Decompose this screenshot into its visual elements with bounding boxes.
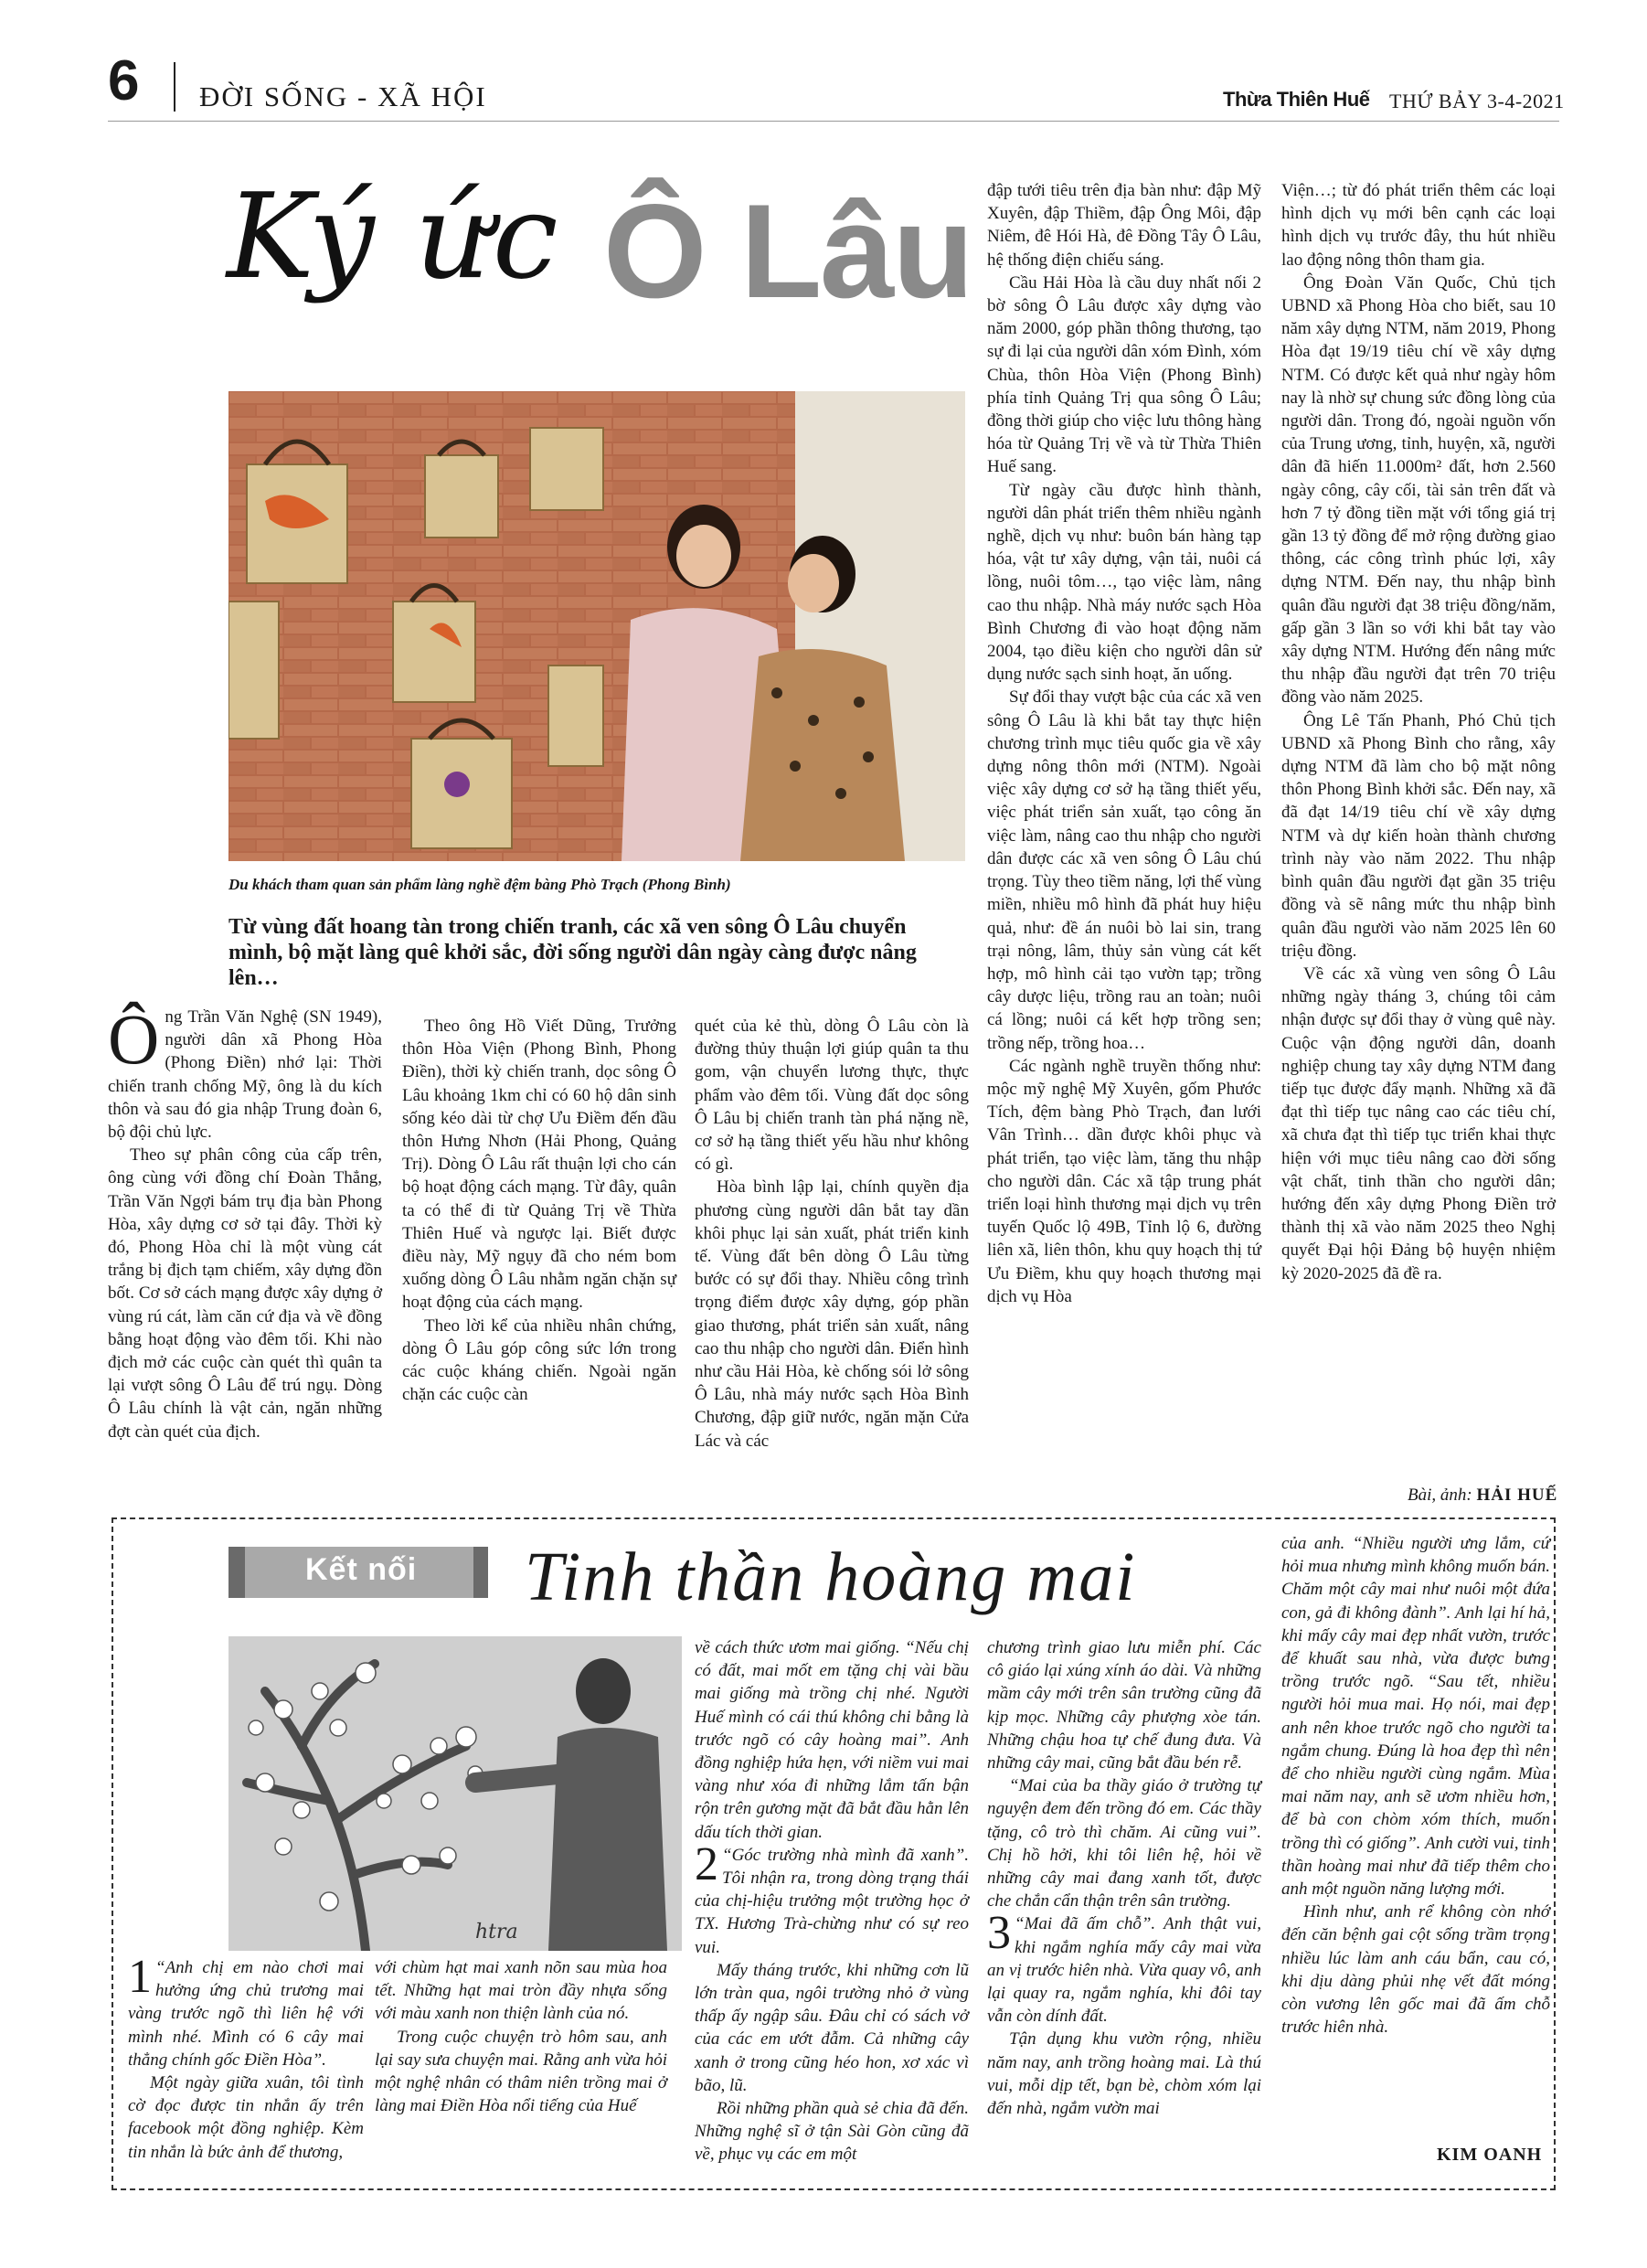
paragraph: 3 “Mai đã ấm chỗ”. Anh thật vui, khi ngắm nghía mấy cây mai vừa an vị trước hiên nhà. Vừa quay vô, anh lại quay ra, ngắm nghía, khi đôi tay vẫn còn dính đất.: [987, 1907, 1261, 2027]
paragraph: Theo lời kể của nhiều nhân chứng, dòng Ô Lâu góp công sức lớn trong các cuộc kháng chiến. Ngoài ngăn chặn các cuộc càn: [402, 1315, 676, 1405]
paragraph: Hòa bình lập lại, chính quyền địa phương cùng người dân bắt tay dần khôi phục lại sản xuất, phát triển kinh tế. Vùng đất bên dòng Ô Lâu từng bước có sự đổi thay. Nhiều công trình trọng điểm được xây dựng, góp phần giao thương, phát triển sản xuất, nâng cao thu nhập cho người dân. Điển hình như cầu Hải Hòa, kè chống sói lở sông Ô Lâu, nhà máy nước sạch Hòa Bình Chương, đập giữ nước, ngăn mặn Cửa Lác và các: [695, 1177, 969, 1451]
paragraph: Viện…; từ đó phát triển thêm các loại hình dịch vụ mới bên cạnh các loại hình dịch vụ trước đây, thu hút nhiều lao động nông thôn tham gia.: [1281, 181, 1556, 270]
paragraph: Hình như, anh rể không còn nhớ đến căn bệnh gai cột sống trầm trọng nhiều lúc làm anh cáu bẩn, cau có, khi dịu dàng phủi nhẹ vết đất móng còn vương lên gốc mai đã ấm chỗ trước hiên nhà.: [1281, 1902, 1550, 2038]
article-column-1: [108, 999, 382, 1443]
feature-column-5: [1281, 1532, 1550, 2039]
column-label-text: Kết nối: [305, 1552, 418, 1587]
paragraph: Về các xã vùng ven sông Ô Lâu những ngày tháng 3, chúng tôi cảm nhận được sự đổi thay ở vùng quê này. Cuộc vận động người dân, doanh nghiệp chung tay xây dựng NTM đang tiếp tục được đẩy mạnh. Những xã đã đạt thì tiếp tục nâng cao các tiêu chí, xã chưa đạt thì tiếp tục triển khai thực hiện với mục tiêu nâng cao đời sống vật chất, tinh thần cho người dân; hướng đến xây dựng Phong Điền trở thành thị xã vào năm 2025 theo Nghị quyết Đại hội Đảng bộ huyện nhiệm kỳ 2020-2025 đã đề ra.: [1281, 964, 1556, 1283]
section-name: ĐỜI SỐNG - XÃ HỘI: [199, 80, 487, 112]
paragraph: Một ngày giữa xuân, tôi tình cờ đọc được tin nhắn ấy trên facebook một đồng nghiệp. Kèm tin nhắn là bức ảnh để thương,: [128, 2073, 364, 2162]
article-column-2: [402, 1015, 676, 1406]
article-photo: [228, 391, 965, 861]
author-name: HẢI HUẾ: [1476, 1485, 1558, 1505]
header-divider: [174, 62, 175, 112]
newspaper-name: Thừa Thiên Huế: [1223, 88, 1370, 111]
article-column-5: [1281, 179, 1556, 1285]
section-number: 3: [987, 1907, 1011, 1960]
paragraph: Tận dụng khu vườn rộng, nhiều năm nay, anh trồng hoàng mai. Là thú vui, mỗi dịp tết, bạn bè, chòm xóm lại đến nhà, ngắm vườn mai: [987, 2029, 1261, 2119]
paragraph: Cầu Hải Hòa là cầu duy nhất nối 2 bờ sông Ô Lâu được xây dựng vào năm 2000, góp phần thông thương, tạo sự đi lại của người dân xóm Đình, xóm Chùa, thôn Hòa Viện (Phong Bình) phía tỉnh Quảng Trị qua sông Ô Lâu; đồng thời giúp cho việc lưu thông hàng hóa từ Quảng Trị về và từ Thừa Thiên Huế sang.: [987, 272, 1261, 477]
bamboo-mat-photo: [228, 391, 965, 861]
header-rule: [108, 121, 1559, 122]
paragraph: Mấy tháng trước, khi những cơn lũ lớn tràn qua, ngôi trường nhỏ ở vùng thấp ấy ngập sâu. Đâu chỉ có sách vở của các em ướt đẫm. Cả những cây xanh ở trong cũng héo hon, xơ xác vì bão, lũ.: [695, 1960, 969, 2095]
feature-column-2: [375, 1956, 667, 2117]
photo-caption: Du khách tham quan sản phẩm làng nghề đệm bàng Phò Trạch (Phong Bình): [228, 876, 731, 893]
mai-tree-illustration: [228, 1636, 682, 1951]
paragraph: “Mai của ba thầy giáo ở trường tự nguyện đem đến trồng đó em. Các thầy tặng, cô trò thì chăm. Ai cũng vui”. Chị hồ hởi, khi tôi liên hệ, hỏi về những cây mai đang xanh tốt, được che chắn cẩn thận trên sân trường.: [987, 1776, 1261, 1911]
column-label: [228, 1547, 488, 1598]
feature-column-4: [987, 1636, 1261, 2120]
feature-title: Tinh thần hoàng mai: [525, 1539, 1137, 1615]
paragraph: Ông Trần Văn Nghệ (SN 1949), người dân xã Phong Hòa (Phong Điền) nhớ lại: Thời chiến tranh chống Mỹ, ông là du kích thôn và sau đó gia nhập Trung đoàn 6, bộ đội chủ lực.: [108, 999, 382, 1143]
illustration-signature: htra: [475, 1921, 518, 1943]
feature-illustration: [228, 1636, 682, 1951]
feature-author: KIM OANH: [1437, 2145, 1543, 2165]
page-number: 6: [108, 49, 140, 112]
paragraph: của anh. “Nhiều người ưng lắm, cứ hỏi mua nhưng mình không muốn bán. Chăm một cây mai như nuôi một đứa con, gả đi không đành”. Anh lại hí hả, khi mấy cây mai đẹp nhất vườn, trước để khuất sau nhà, vừa được bưng trồng trước ngõ. “Sau tết, nhiều người hỏi mua mai. Họ nói, mai đẹp anh nên khoe trước ngõ cho người ta ngắm chung. Đúng là hoa đẹp thì nên để cho nhiều người cùng ngắm. Mùa mai năm nay, anh sẽ ươm nhiều hơn, để bà con chòm xóm thích, muốn trồng thì có giống”. Anh cười vui, tinh thần hoàng mai như đã tiếp thêm cho anh một nguồn năng lượng mới.: [1281, 1534, 1550, 1900]
paragraph: Từ ngày cầu được hình thành, người dân phát triển thêm nhiều ngành nghề, dịch vụ như: buôn bán hàng tạp hóa, vật tư xây dựng, vận tải, nuôi cá lồng, nuôi tôm…, tạo việc làm, nâng cao thu nhập. Nhà máy nước sạch Hòa Bình Chương đi vào hoạt động năm 2004, tạo điều kiện cho người dân sử dụng nước sạch sinh hoạt, ăn uống.: [987, 480, 1261, 685]
paragraph: Ông Lê Tấn Phanh, Phó Chủ tịch UBND xã Phong Bình cho rằng, xây dựng NTM đã làm cho bộ mặt nông thôn Phong Bình khởi sắc. Đến nay, xã đã đạt 14/19 tiêu chí về xây dựng NTM và dự kiến hoàn thành chương trình này vào năm 2022. Thu nhập bình quân đầu người đạt gần 35 triệu đồng và sẽ nâng mức thu nhập bình quân đầu người vào năm 2025 lên 60 triệu đồng.: [1281, 710, 1556, 961]
paragraph: Các ngành nghề truyền thống như: mộc mỹ nghệ Mỹ Xuyên, gốm Phước Tích, đệm bàng Phò Trạch, đan lưới Vân Trình… dần được khôi phục và phát triển, tạo việc làm, tăng thu nhập cho người dân. Các xã tập trung phát triển loại hình thương mại dịch vụ trên tuyến Quốc lộ 49B, Tỉnh lộ 6, đường liên xã, liên thôn, khu quy hoạch thị tứ Ưu Điềm, khu quy hoạch thương mại dịch vụ Hòa: [987, 1056, 1261, 1306]
paragraph: Rồi những phần quà sẻ chia đã đến. Những nghệ sĩ ở tận Sài Gòn cũng đã về, phục vụ các em một: [695, 2099, 969, 2165]
feature-column-1: [128, 1951, 364, 2164]
section-number: 1: [128, 1951, 152, 2003]
section-number: 2: [695, 1837, 718, 1890]
feature-column-3: [695, 1636, 969, 2167]
paragraph: quét của kẻ thù, dòng Ô Lâu còn là đường thủy thuận lợi giúp quân ta thu gom, vận chuyển lương thực, thực phẩm vào đêm tối. Vùng đất dọc sông Ô Lâu bị chiến tranh tàn phá nặng nề, cơ sở hạ tầng thiết yếu hầu như không có gì.: [695, 1017, 969, 1175]
paragraph: Ông Đoàn Văn Quốc, Chủ tịch UBND xã Phong Hòa cho biết, sau 10 năm xây dựng NTM, năm 2019, Phong Hòa đạt 19/19 tiêu chí về xây dựng NTM. Có được kết quả như ngày hôm nay là nhờ sự chung sức đồng lòng của người dân. Trong đó, ngoài nguồn vốn của Trung ương, tỉnh, huyện, xã, người dân đã hiến 11.000m² đất, hơn 2.560 ngày công, cây cối, tài sản trên đất và hơn 7 tỷ đồng tiền mặt với tổng giá trị gần 13 tỷ đồng để mở rộng đường giao thông, các công trình phúc lợi, xây dựng NTM. Đến nay, thu nhập bình quân đầu người đạt 38 triệu đồng/năm, gấp gần 3 lần so với khi bắt tay vào xây dựng NTM. Hướng đến nâng mức thu nhập đầu người đạt trên 70 triệu đồng vào năm 2025.: [1281, 272, 1556, 708]
article-title-script: Ký ức: [227, 169, 560, 305]
drop-cap: Ô: [108, 999, 160, 1079]
paragraph: chương trình giao lưu miễn phí. Các cô giáo lại xúng xính áo dài. Và những mầm cây mới trên sân trường cũng đã kịp mọc. Những cây phượng xòe tán. Những chậu hoa tự chế đung đưa. Và những cây mai, cũng bắt đầu bén rễ.: [987, 1638, 1261, 1773]
paragraph: 2 “Góc trường nhà mình đã xanh”. Tôi nhận ra, trong dòng trạng thái của chị-hiệu trưởng một trường học ở TX. Hương Trà-chừng như có sự reo vui.: [695, 1837, 969, 1957]
paragraph: Sự đổi thay vượt bậc của các xã ven sông Ô Lâu là khi bắt tay thực hiện chương trình mục tiêu quốc gia về xây dựng nông thôn mới (NTM). Ngoài việc xây dựng cơ sở hạ tầng thiết yếu, việc phát triển sản xuất, tạo công ăn việc làm, nâng cao thu nhập cho người dân được các xã ven sông Ô Lâu chú trọng. Tùy theo tiềm năng, lợi thế vùng miền, nhiều mô hình đã phát huy hiệu quả, như: đề án nuôi bò lai sin, trang trại nông, lâm, thủy sản vùng cát kết hợp, mô hình cải tạo vườn tạp; trồng cây dược liệu, trồng rau an toàn; nuôi cá lồng; nuôi cá kết hợp trồng sen; trồng nếp, trồng hoa…: [987, 687, 1261, 1053]
article-column-3: [695, 1015, 969, 1453]
issue-date: THỨ BẢY 3-4-2021: [1389, 90, 1565, 112]
paragraph: đập tưới tiêu trên địa bàn như: đập Mỹ Xuyên, đập Thiềm, đập Ông Môi, đập Niêm, đê Hói Hà, đê Đồng Tây Ô Lâu, hệ thống điện chiếu sáng.: [987, 181, 1261, 270]
paragraph: Trong cuộc chuyện trò hôm sau, anh lại say sưa chuyện mai. Rằng anh vừa hỏi một nghệ nhân có thâm niên trồng mai ở làng mai Điền Hòa nổi tiếng của Huế: [375, 2027, 667, 2116]
article-title-bold: Ô Lâu: [603, 176, 972, 325]
paragraph: Theo ông Hồ Viết Dũng, Trưởng thôn Hòa Viện (Phong Bình, Phong Điền), thời kỳ chiến tranh, dọc sông Ô Lâu khoảng 1km chỉ có 60 hộ dân sinh sống kéo dài từ chợ Ưu Điềm đến đầu thôn Hưng Nhơn (Hải Phong, Quảng Trị). Dòng Ô Lâu rất thuận lợi cho cán bộ hoạt động cách mạng. Từ đây, quân ta có thể đi từ Quảng Trị về Thừa Thiên Huế và ngược lại. Biết được điều này, Mỹ ngụy đã cho ném bom xuống dòng Ô Lâu nhằm ngăn chặn sự hoạt động của cách mạng.: [402, 1017, 676, 1313]
article-column-4: [987, 179, 1261, 1308]
article-sapo: Từ vùng đất hoang tàn trong chiến tranh, các xã ven sông Ô Lâu chuyển mình, bộ mặt làng quê khởi sắc, đời sống người dân ngày càng được nâng lên…: [228, 915, 917, 990]
paragraph: về cách thức ươm mai giống. “Nếu chị có đất, mai mốt em tặng chị vài bầu mai giống mà trồng chị nhé. Người Huế mình có cái thú không chi bằng là trước ngõ có cây hoàng mai”. Anh đồng nghiệp hứa hẹn, với niềm vui mai vàng như xóa đi những lắm tấn bận rộn trên gương mặt đã bắt đầu hằn lên dấu tích thời gian.: [695, 1638, 969, 1842]
paragraph: 1 “Anh chị em nào chơi mai hưởng ứng chủ trương mai vàng trước ngõ thì liên hệ với mình nhé. Mình có 6 cây mai thẳng chính gốc Điền Hòa”.: [128, 1951, 364, 2070]
article-byline: Bài, ảnh: HẢI HUẾ: [1408, 1485, 1558, 1505]
paragraph: với chùm hạt mai xanh nõn sau mùa hoa tết. Những hạt mai tròn đầy nhựa sống với màu xanh non thiện lành của nó.: [375, 1958, 667, 2024]
paragraph: Theo sự phân công của cấp trên, ông cùng với đồng chí Đoàn Thẳng, Trần Văn Ngợi bám trụ địa bàn Phong Hòa, xây dựng cơ sở tại đây. Thời kỳ đó, Phong Hòa chỉ là một vùng cát trắng bị địch tạm chiếm, xây dựng đồn bốt. Cơ sở cách mạng được xây dựng ở vùng rú cát, làm căn cứ địa và về đồng bằng hoạt động vào đêm tối. Khi nào địch mở các cuộc càn quét thì quân ta lại vượt sông Ô Lâu để trú ngụ. Dòng Ô Lâu chính là vật cản, ngăn những đợt càn quét của địch.: [108, 1145, 382, 1442]
